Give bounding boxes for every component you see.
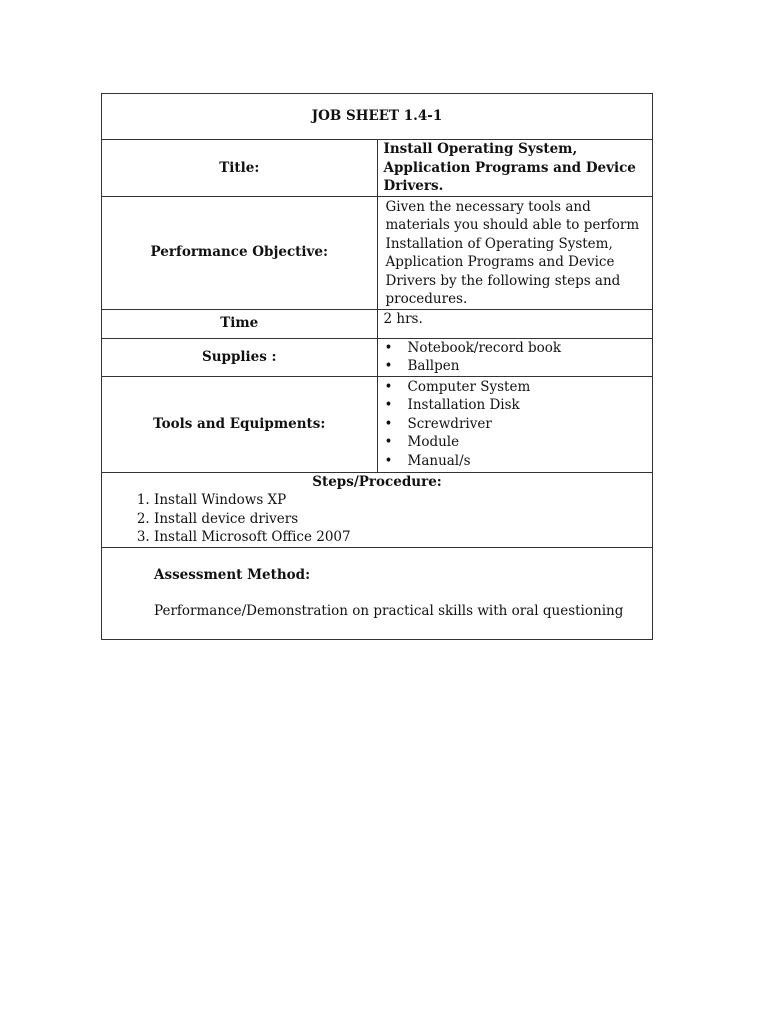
- list-item: 2. Install device drivers: [154, 510, 652, 529]
- tools-list: [378, 378, 653, 471]
- objective-label: Performance Objective:: [102, 196, 377, 309]
- assessment-heading: Assessment Method:: [154, 566, 311, 583]
- job-sheet-header: JOB SHEET 1.4-1: [102, 94, 652, 140]
- time-value: 2 hrs.: [377, 309, 652, 338]
- assessment-cell: [102, 547, 652, 639]
- list-item: • Installation Disk: [384, 396, 653, 415]
- steps-cell: [102, 472, 652, 547]
- list-item: 3. Install Microsoft Office 2007: [154, 528, 652, 547]
- assessment-value: Performance/Demonstration on practical skills with oral questioning: [154, 603, 624, 619]
- list-item: • Ballpen: [384, 357, 653, 376]
- list-item: • Module: [384, 433, 653, 452]
- job-sheet-table: [102, 94, 652, 639]
- tools-label: Tools and Equipments:: [102, 376, 377, 472]
- steps-heading: Steps/Procedure:: [312, 473, 442, 490]
- title-label: Title:: [102, 140, 377, 197]
- tools-cell: [377, 376, 652, 472]
- time-label: Time: [102, 309, 377, 338]
- supplies-cell: [377, 338, 652, 376]
- list-item: • Screwdriver: [384, 415, 653, 434]
- supplies-list: [378, 339, 653, 376]
- title-value: Install Operating System, Application Programs and Device Drivers.: [377, 140, 652, 197]
- list-item: • Notebook/record book: [384, 339, 653, 358]
- objective-value: Given the necessary tools and materials you should able to perform Installation of Operating System, Application Programs and Device Drivers by the following steps and procedures.: [377, 196, 652, 309]
- job-sheet: [101, 93, 653, 640]
- steps-list: [102, 491, 652, 547]
- supplies-label: Supplies :: [102, 338, 377, 376]
- list-item: 1. Install Windows XP: [154, 491, 652, 510]
- list-item: • Manual/s: [384, 452, 653, 471]
- list-item: • Computer System: [384, 378, 653, 397]
